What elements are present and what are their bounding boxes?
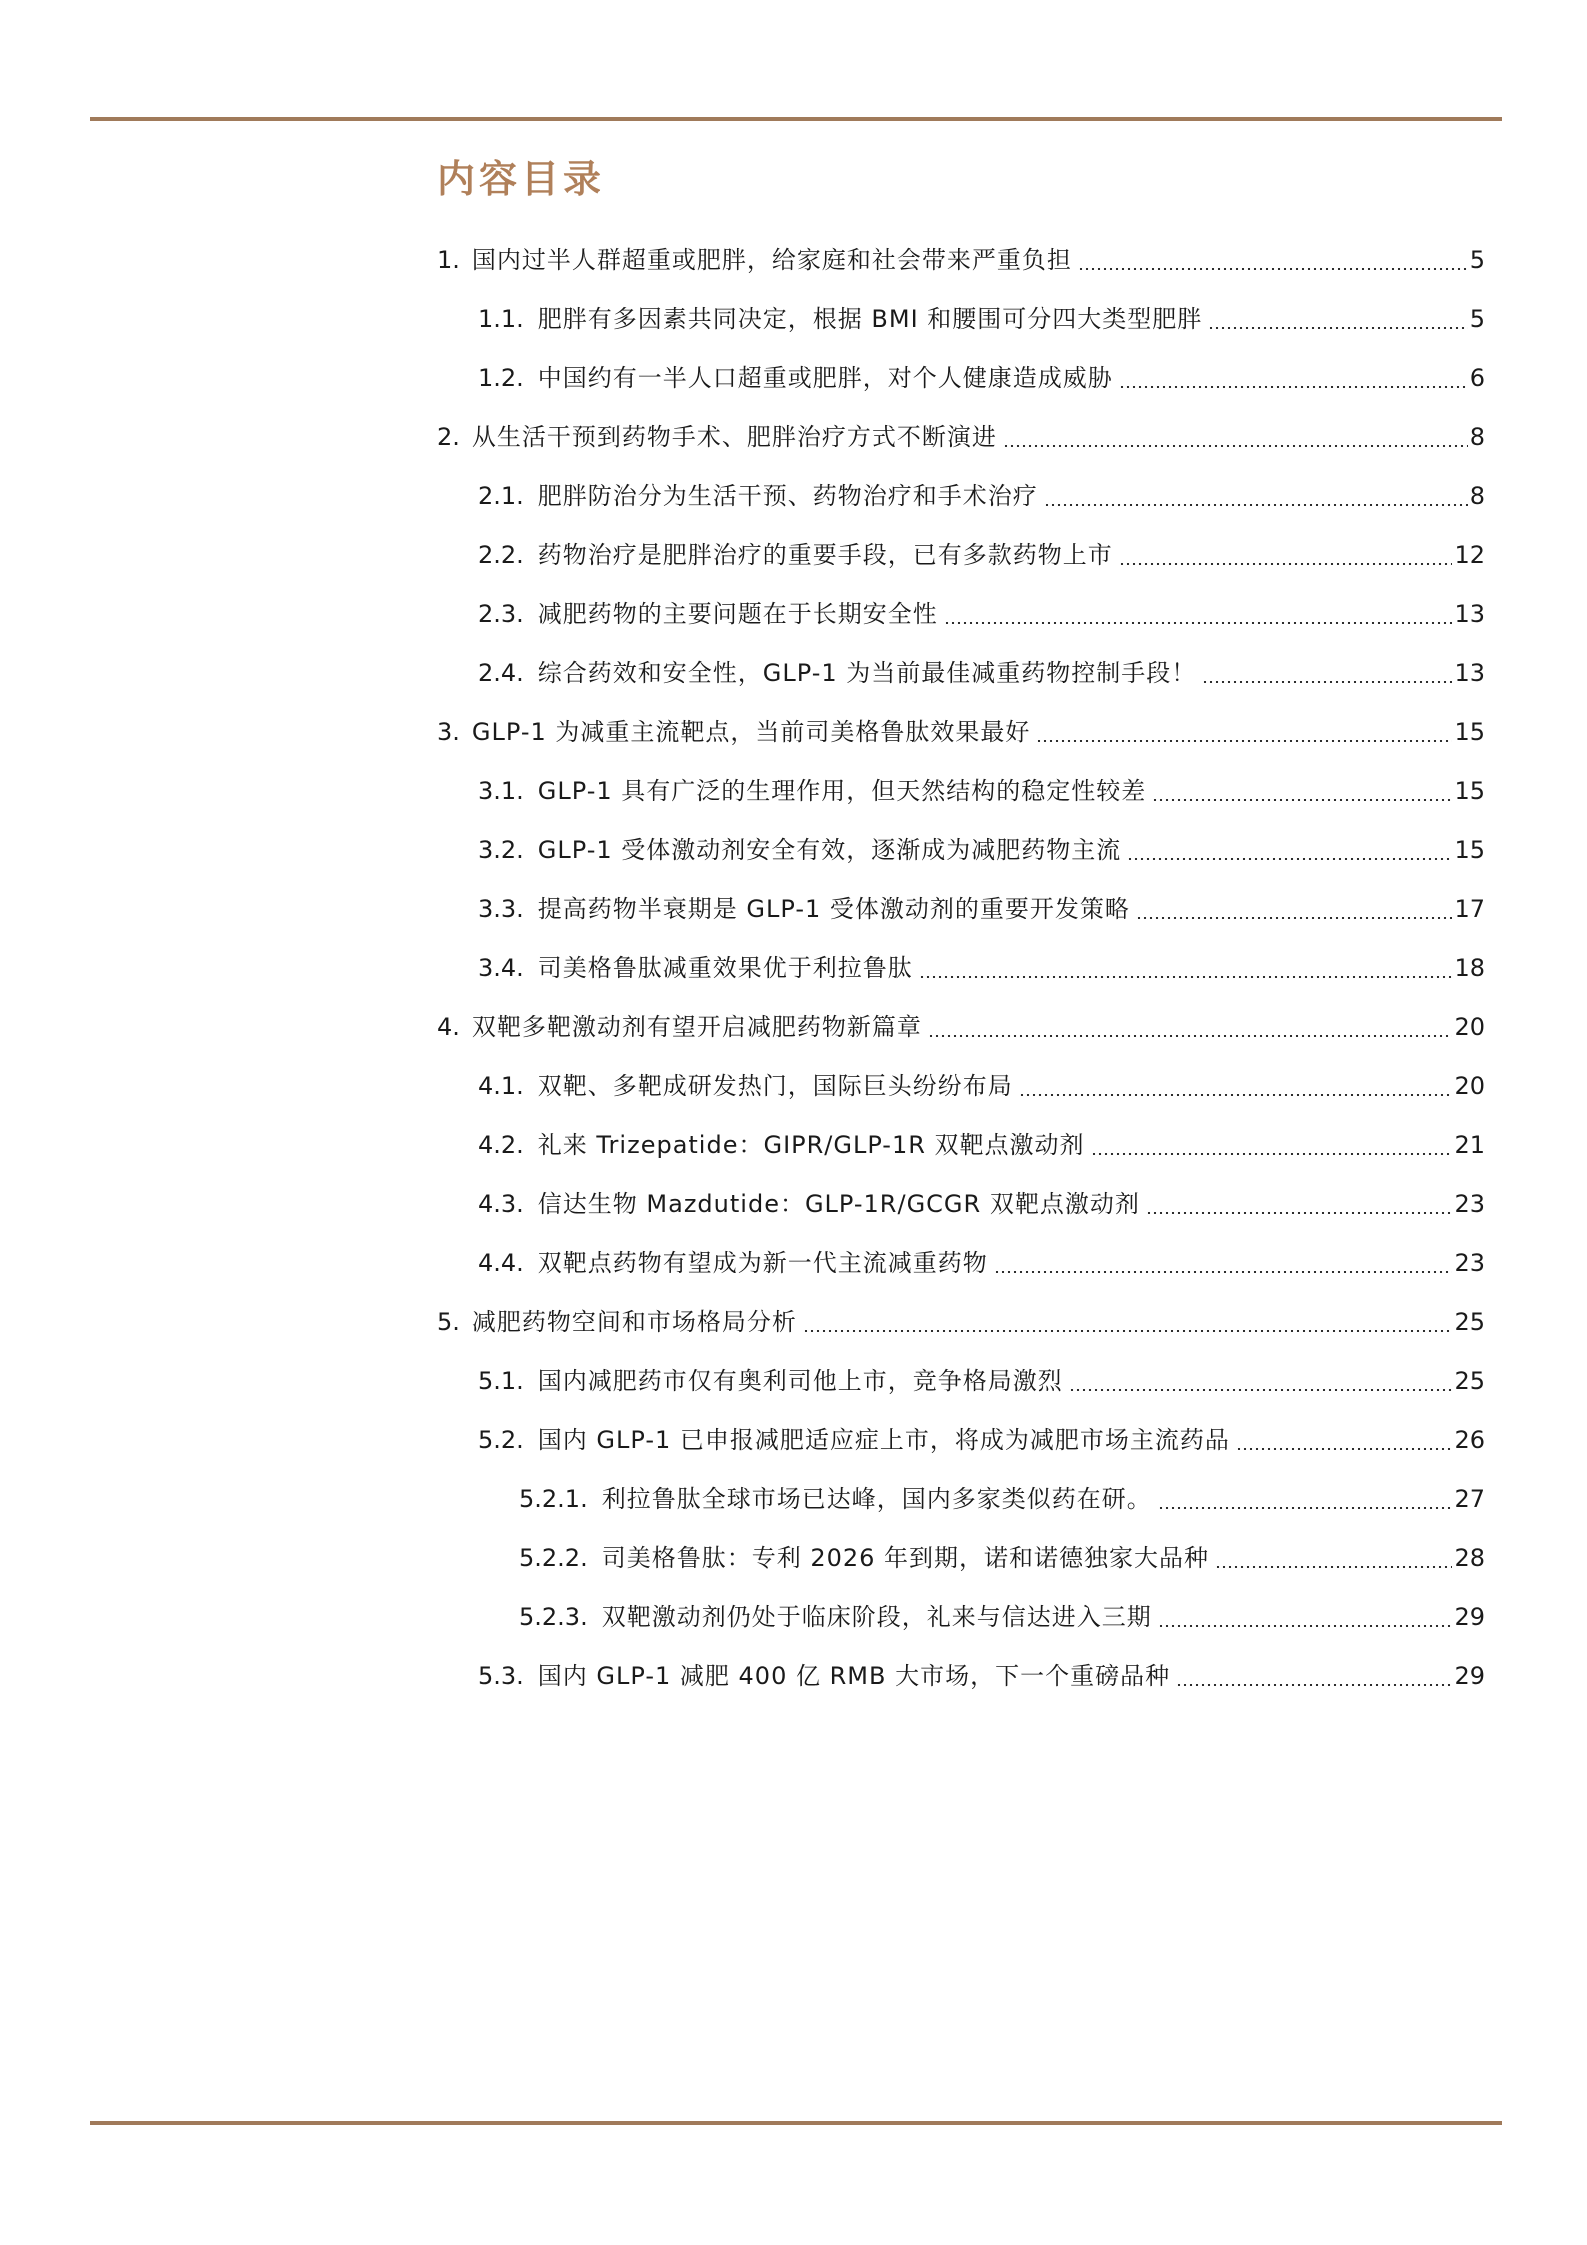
toc-dot-leader (944, 622, 1453, 624)
toc-entry[interactable] (437, 584, 1485, 643)
toc-entry-number: 4.4. (478, 1248, 524, 1277)
toc-dot-leader (928, 1035, 1453, 1037)
table-of-contents (437, 230, 1485, 1705)
toc-entry-page: 15 (1454, 776, 1485, 805)
toc-entry[interactable] (437, 1587, 1485, 1646)
toc-entry-title: 国内减肥药市仅有奥利司他上市，竞争格局激烈 (537, 1366, 1063, 1395)
toc-dot-leader (1119, 386, 1468, 388)
toc-entry-number: 2. (437, 422, 460, 451)
toc-entry[interactable] (437, 938, 1485, 997)
toc-entry[interactable] (437, 407, 1485, 466)
toc-entry-title: 药物治疗是肥胖治疗的重要手段，已有多款药物上市 (537, 540, 1113, 569)
toc-entry-number: 4.3. (478, 1189, 524, 1218)
toc-dot-leader (1146, 1212, 1453, 1214)
toc-entry-title: 国内过半人群超重或肥胖，给家庭和社会带来严重负担 (471, 245, 1072, 274)
toc-entry-title: 综合药效和安全性，GLP-1 为当前最佳减重药物控制手段！ (537, 658, 1197, 687)
toc-entry-title: 司美格鲁肽减重效果优于利拉鲁肽 (537, 953, 913, 982)
toc-entry-page: 6 (1469, 363, 1485, 392)
toc-dot-leader (1003, 445, 1468, 447)
toc-dot-leader (1044, 504, 1468, 506)
toc-entry-title: 双靶多靶激动剂有望开启减肥药物新篇章 (471, 1012, 922, 1041)
toc-entry[interactable] (437, 466, 1485, 525)
toc-entry-page: 28 (1454, 1543, 1485, 1572)
toc-entry-number: 3.3. (478, 894, 524, 923)
toc-entry-number: 4.2. (478, 1130, 524, 1159)
toc-entry[interactable] (437, 289, 1485, 348)
toc-entry-title: 国内 GLP-1 已申报减肥适应症上市，将成为减肥市场主流药品 (537, 1425, 1230, 1454)
toc-entry-title: 利拉鲁肽全球市场已达峰，国内多家类似药在研。 (601, 1484, 1152, 1513)
toc-entry-number: 3.2. (478, 835, 524, 864)
toc-entry-page: 8 (1469, 481, 1485, 510)
toc-entry[interactable] (437, 1351, 1485, 1410)
toc-entry-number: 1.1. (478, 304, 524, 333)
header-rule (90, 117, 1502, 121)
toc-entry-page: 25 (1454, 1307, 1485, 1336)
toc-entry-number: 3.4. (478, 953, 524, 982)
toc-dot-leader (803, 1330, 1453, 1332)
toc-entry-number: 1.2. (478, 363, 524, 392)
toc-entry-title: 肥胖有多因素共同决定，根据 BMI 和腰围可分四大类型肥胖 (537, 304, 1203, 333)
toc-entry-page: 5 (1469, 245, 1485, 274)
toc-entry-title: 肥胖防治分为生活干预、药物治疗和手术治疗 (537, 481, 1038, 510)
toc-dot-leader (1176, 1684, 1452, 1686)
toc-entry-title: 信达生物 Mazdutide：GLP-1R/GCGR 双靶点激动剂 (537, 1189, 1140, 1218)
toc-entry-title: 减肥药物空间和市场格局分析 (471, 1307, 797, 1336)
toc-entry-page: 12 (1454, 540, 1485, 569)
toc-entry[interactable] (437, 879, 1485, 938)
toc-entry-title: 中国约有一半人口超重或肥胖，对个人健康造成威胁 (537, 363, 1113, 392)
toc-entry-title: GLP-1 为减重主流靶点，当前司美格鲁肽效果最好 (471, 717, 1031, 746)
toc-entry[interactable] (437, 1646, 1485, 1705)
toc-entry-title: 国内 GLP-1 减肥 400 亿 RMB 大市场，下一个重磅品种 (537, 1661, 1171, 1690)
toc-dot-leader (1091, 1153, 1453, 1155)
toc-entry-number: 3. (437, 717, 460, 746)
toc-entry-title: 双靶激动剂仍处于临床阶段，礼来与信达进入三期 (601, 1602, 1152, 1631)
toc-entry-page: 29 (1454, 1661, 1485, 1690)
toc-entry-page: 5 (1469, 304, 1485, 333)
footer-rule (90, 2121, 1502, 2125)
toc-dot-leader (1078, 268, 1468, 270)
toc-entry-page: 26 (1454, 1425, 1485, 1454)
toc-dot-leader (1136, 917, 1453, 919)
toc-dot-leader (1236, 1448, 1453, 1450)
toc-entry-number: 5.3. (478, 1661, 524, 1690)
toc-dot-leader (1202, 681, 1452, 683)
toc-entry[interactable] (437, 820, 1485, 879)
toc-entry-number: 5.1. (478, 1366, 524, 1395)
toc-entry-title: 提高药物半衰期是 GLP-1 受体激动剂的重要开发策略 (537, 894, 1130, 923)
toc-entry-page: 20 (1454, 1012, 1485, 1041)
toc-entry-title: 减肥药物的主要问题在于长期安全性 (537, 599, 938, 628)
toc-dot-leader (1152, 799, 1452, 801)
toc-entry-title: 司美格鲁肽：专利 2026 年到期，诺和诺德独家大品种 (601, 1543, 1210, 1572)
toc-entry-title: GLP-1 具有广泛的生理作用，但天然结构的稳定性较差 (537, 776, 1147, 805)
toc-entry-number: 2.3. (478, 599, 524, 628)
toc-entry-page: 8 (1469, 422, 1485, 451)
toc-entry-number: 5.2.3. (519, 1602, 588, 1631)
toc-entry[interactable] (437, 643, 1485, 702)
toc-entry-page: 18 (1454, 953, 1485, 982)
toc-entry-number: 2.2. (478, 540, 524, 569)
toc-dot-leader (1119, 563, 1453, 565)
toc-entry[interactable] (437, 1528, 1485, 1587)
toc-entry-page: 21 (1454, 1130, 1485, 1159)
toc-dot-leader (1158, 1625, 1453, 1627)
toc-dot-leader (1069, 1389, 1453, 1391)
toc-dot-leader (994, 1271, 1453, 1273)
toc-entry-number: 4.1. (478, 1071, 524, 1100)
toc-dot-leader (1208, 327, 1467, 329)
toc-entry-number: 5.2.2. (519, 1543, 588, 1572)
toc-entry[interactable] (437, 1410, 1485, 1469)
toc-entry-number: 2.4. (478, 658, 524, 687)
toc-entry-number: 5. (437, 1307, 460, 1336)
toc-entry-page: 23 (1454, 1189, 1485, 1218)
toc-entry-page: 27 (1454, 1484, 1485, 1513)
toc-entry-number: 5.2. (478, 1425, 524, 1454)
toc-dot-leader (1158, 1507, 1453, 1509)
toc-entry-number: 5.2.1. (519, 1484, 588, 1513)
toc-entry-title: 从生活干预到药物手术、肥胖治疗方式不断演进 (471, 422, 997, 451)
toc-entry-page: 13 (1454, 599, 1485, 628)
toc-entry-number: 2.1. (478, 481, 524, 510)
toc-entry[interactable] (437, 1469, 1485, 1528)
toc-entry-number: 3.1. (478, 776, 524, 805)
toc-entry[interactable] (437, 1115, 1485, 1174)
toc-entry[interactable] (437, 702, 1485, 761)
toc-entry-title: GLP-1 受体激动剂安全有效，逐渐成为减肥药物主流 (537, 835, 1122, 864)
toc-entry-number: 4. (437, 1012, 460, 1041)
toc-entry[interactable] (437, 1174, 1485, 1233)
toc-entry[interactable] (437, 1292, 1485, 1351)
toc-dot-leader (1127, 858, 1452, 860)
toc-entry[interactable] (437, 525, 1485, 584)
toc-entry[interactable] (437, 348, 1485, 407)
toc-entry[interactable] (437, 1233, 1485, 1292)
toc-dot-leader (1215, 1566, 1452, 1568)
toc-entry-page: 25 (1454, 1366, 1485, 1395)
toc-entry[interactable] (437, 761, 1485, 820)
toc-entry-title: 双靶、多靶成研发热门，国际巨头纷纷布局 (537, 1071, 1013, 1100)
toc-entry-page: 15 (1454, 717, 1485, 746)
toc-entry-title: 礼来 Trizepatide：GIPR/GLP-1R 双靶点激动剂 (537, 1130, 1085, 1159)
toc-entry[interactable] (437, 230, 1485, 289)
toc-dot-leader (1019, 1094, 1453, 1096)
toc-entry-page: 13 (1454, 658, 1485, 687)
toc-entry-page: 23 (1454, 1248, 1485, 1277)
toc-entry-page: 17 (1454, 894, 1485, 923)
toc-dot-leader (1036, 740, 1452, 742)
toc-entry-title: 双靶点药物有望成为新一代主流减重药物 (537, 1248, 988, 1277)
toc-entry[interactable] (437, 997, 1485, 1056)
toc-entry-number: 1. (437, 245, 460, 274)
toc-entry[interactable] (437, 1056, 1485, 1115)
toc-entry-page: 20 (1454, 1071, 1485, 1100)
toc-title: 内容目录 (437, 156, 606, 201)
toc-entry-page: 29 (1454, 1602, 1485, 1631)
toc-dot-leader (919, 976, 1453, 978)
toc-entry-page: 15 (1454, 835, 1485, 864)
